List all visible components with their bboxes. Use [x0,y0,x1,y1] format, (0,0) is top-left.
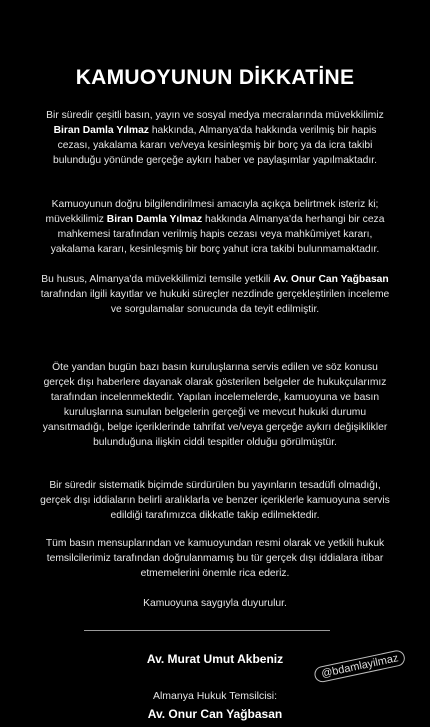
closing-line: Kamuoyuna saygıyla duyurulur. [143,598,287,609]
paragraph-1-client-name: Biran Damla Yılmaz [53,125,149,136]
paragraph-1 [40,108,390,168]
paragraph-3 [40,272,390,317]
paragraph-2-text-a: Kamuoyunun doğru bilgilendirilmesi amacıyla açıkça belirtmek isteriz ki; müvekkilimiz [45,199,379,225]
paragraph-3-text-b: tarafından ilgili kayıtlar ve hukuki süreçler nezdinde gerçekleştirilen inceleme ve sorgulamalar sonucunda da teyit edilmiştir. [40,289,390,315]
paragraph-2 [40,197,390,257]
signature-name-1: Av. Murat Umut Akbeniz [146,652,284,666]
paragraph-5: Bir süredir sistematik biçimde sürdürülen bu yayınların tesadüfi olmadığı, gerçek dışı iddiaların belirli aralıklarla ve benzer içeriklerle kamuoyuna servis edildiği tarafımızca dikkatle takip edilmektedir. [40,480,390,521]
paragraph-2-client-name: Biran Damla Yılmaz [106,214,203,225]
document-title: KAMUOYUNUN DİKKATİNE [75,66,355,89]
signature-role: Almanya Hukuk Temsilcisi: [152,690,278,702]
paragraph-4: Öte yandan bugün bazı basın kuruluşlarına servis edilen ve söz konusu gerçek dışı haberlere dayanak olarak gösterilen belgeler de hukukçularımız tarafından incelenmektedir. Yapılan incelemelerde, kamuoyuna ve basın kuruluşlarına sunulan belgelerin gerçeği ve mevcut hukuki durumu yansıtmadığı, belge içeriklerinde tahrifat ve/veya gerçeğe aykırı değişiklikler bulunduğuna ilişkin ciddi tespitler olduğu görülmüştür. [42,362,388,448]
paragraph-6: Tüm basın mensuplarından ve kamuoyundan resmi olarak ve yetkili hukuk temsilcilerimiz tarafından doğrulanmamış bu tür gerçek dışı iddialara itibar etmemelerini önemle rica ederiz. [45,538,385,579]
username-watermark: @bdamlayilmaz [313,649,407,684]
signature-name-2: Av. Onur Can Yağbasan [147,707,283,721]
paragraph-3-text-a: Bu husus, Almanya'da müvekkilimizi temsile yetkili [41,274,274,285]
paragraph-3-lawyer-name: Av. Onur Can Yağbasan [273,274,389,285]
paragraph-2-text-b: hakkında Almanya'da herhangi bir ceza mahkemesi tarafından verilmiş hapis cezası veya mahkûmiyet kararı, yakalama kararı, kesinleşmiş bir borç yahut icra takibi bulunmamaktadır. [50,214,385,255]
paragraph-1-text-a: Bir süredir çeşitli basın, yayın ve sosyal medya mecralarında müvekkilimiz [46,110,384,121]
signature-divider [84,630,330,631]
paragraph-1-text-b: hakkında, Almanya'da hakkında verilmiş bir hapis cezası, yakalama kararı ve/veya kesinleşmiş bir borç ya da icra takibi bulunduğu yönünde gerçeğe aykırı haber ve paylaşımlar yapılmaktadır. [53,125,377,166]
